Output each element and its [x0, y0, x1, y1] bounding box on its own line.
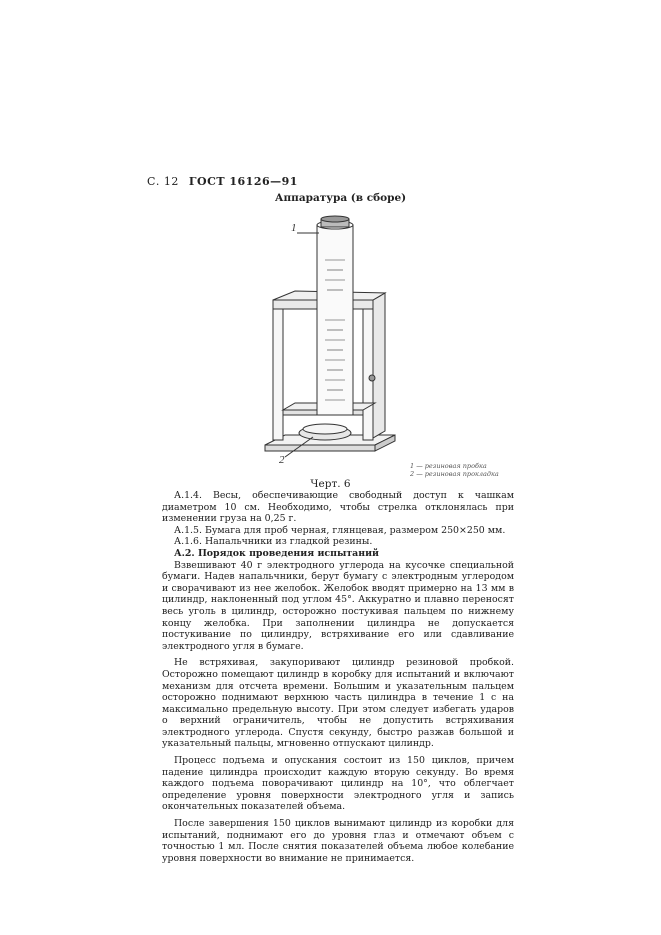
standard-number: ГОСТ 16126—91: [188, 175, 298, 188]
page-number: С. 12: [147, 175, 179, 188]
legend-item: 1 — резиновая пробка: [410, 462, 487, 470]
callout-2: 2: [279, 454, 285, 466]
paragraph: А.1.6. Напальчники из гладкой резины.: [174, 536, 373, 548]
paragraph: А.1.4. Весы, обеспечивающие свободный доступ к чашкам диаметром 10 см. Необходимо, чтобы стрелка отклонялась при изменении груза на 0,25 г.: [162, 490, 514, 525]
paragraph: Взвешивают 40 г электродного углерода на кусочке специальной бумаги. Надев напальчники, берут бумагу с электродным углеродом и сворачивают из нее желобок. Желобок вводят примерно на 13 мм в цилиндр, наклоненный под углом 45°. Аккуратно и плавно переносят весь уголь в цилиндр, осторожно постукивая пальцем по нижнему концу желобка. При заполнении цилиндра не допускается постукивание по цилиндру, встряхивание его или сдавливание электродного угля в бумаге.: [162, 559, 514, 652]
figure-title: Аппаратура (в сборе): [274, 192, 407, 204]
paragraph: После завершения 150 циклов вынимают цилиндр из коробки для испытаний, поднимают его до уровня глаз и отмечают объем с точностью 1 мл. После снятия показателей объема любое колебание уровня поверхности во внимание не принимается.: [162, 818, 514, 864]
paragraph: Не встряхивая, закупоривают цилиндр резиновой пробкой. Осторожно помещают цилиндр в коробку для испытаний и включают механизм для отсчета времени. Большим и указательным пальцем осторожно поднимают верхнюю часть цилиндра в течение 1 с на максимально предельную высоту. При этом следует избегать ударов о верхний ограничитель, чтобы не допустить встряхивания электродного углерода. Спустя секунду, быстро разжав большой и указательный пальцы, мгновенно отпускают цилиндр.: [162, 657, 514, 750]
paragraph: А.1.5. Бумага для проб черная, глянцевая, размером 250×250 мм.: [174, 524, 506, 536]
legend-item: 2 — резиновая прокладка: [410, 470, 499, 478]
figure-legend: [410, 462, 499, 478]
apparatus-illustration: [255, 205, 405, 475]
page-header: [147, 175, 298, 188]
section-heading: А.2. Порядок проведения испытаний: [174, 547, 380, 559]
paragraph: Процесс подъема и опускания состоит из 150 циклов, причем падение цилиндра происходит каждую вторую секунду. Во время каждого подъема поворачивают цилиндр на 10°, что облегчает определение уровня поверхности электродного угля и запись окончательных показателей объема.: [162, 755, 514, 813]
body-text: [162, 490, 514, 864]
figure-caption: Черт. 6: [310, 478, 351, 490]
callout-1: 1: [291, 222, 297, 234]
apparatus-drawing: [255, 205, 405, 475]
